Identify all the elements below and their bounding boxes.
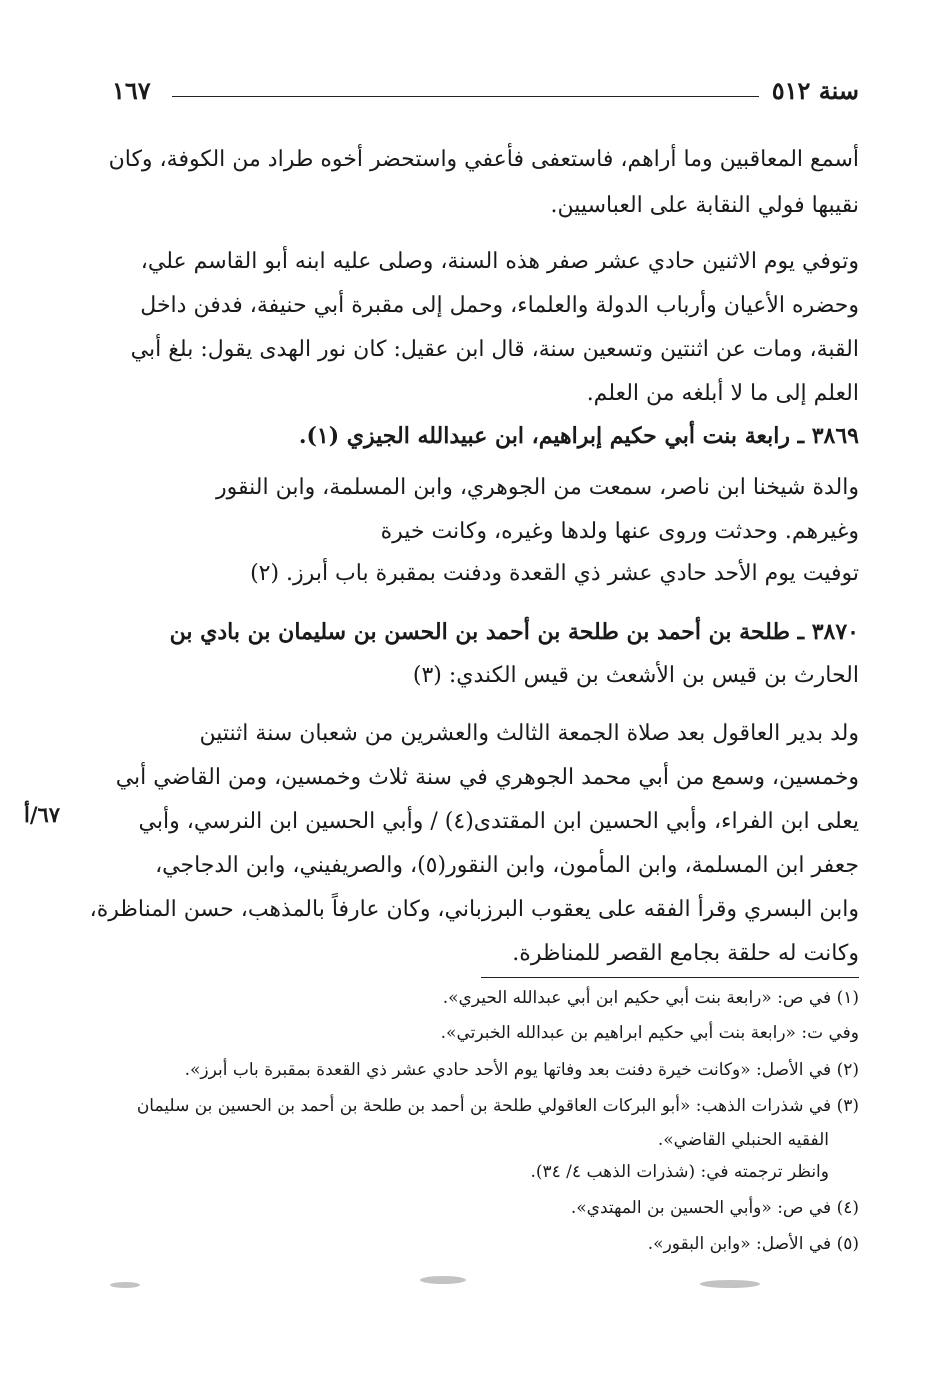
footnote: (٥) في الأصل: «وابن البقور». <box>647 1234 859 1254</box>
scan-noise <box>700 1280 760 1288</box>
footnote: وانظر ترجمته في: (شذرات الذهب ٤/ ٣٤). <box>530 1162 829 1182</box>
text-line: القبة، ومات عن اثنتين وتسعين سنة، قال ابن عقيل: كان نور الهدى يقول: بلغ أبي <box>130 337 859 362</box>
text-line: توفيت يوم الأحد حادي عشر ذي القعدة ودفنت بمقبرة باب أبرز. (٢) <box>250 561 859 586</box>
footnote: (٤) في ص: «وأبي الحسين بن المهتدي». <box>570 1198 859 1218</box>
scan-noise <box>110 1282 140 1288</box>
folio-margin-note: ٦٧/أ <box>24 802 61 827</box>
text-line: جعفر ابن المسلمة، وابن المأمون، وابن النقور(٥)، والصريفيني، وابن الدجاجي، <box>155 853 859 878</box>
text-line: يعلى ابن الفراء، وأبي الحسين ابن المقتدى(٤) / وأبي الحسين ابن النرسي، وأبي <box>138 809 859 834</box>
year-label: سنة ٥١٢ <box>771 76 859 105</box>
text-line: وغيرهم. وحدثت وروى عنها ولدها وغيره، وكانت خيرة <box>380 519 859 544</box>
entry-heading: ٣٨٧٠ ـ طلحة بن أحمد بن طلحة بن أحمد بن الحسن بن سليمان بن بادي بن <box>169 619 859 645</box>
page-number: ١٦٧ <box>112 76 151 105</box>
text-line: العلم إلى ما لا أبلغه من العلم. <box>586 381 859 406</box>
text-line: وكانت له حلقة بجامع القصر للمناظرة. <box>512 941 859 966</box>
page-header <box>112 76 859 116</box>
footnote: الفقيه الحنبلي القاضي». <box>657 1130 829 1150</box>
scan-noise <box>420 1276 466 1284</box>
text-line: وابن البسري وقرأ الفقه على يعقوب البرزباني، وكان عارفاً بالمذهب، حسن المناظرة، <box>89 897 859 922</box>
footnote: (٢) في الأصل: «وكانت خيرة دفنت بعد وفاتها يوم الأحد حادي عشر ذي القعدة بمقبرة باب أبرز». <box>184 1060 859 1080</box>
text-line: ولد بدير العاقول بعد صلاة الجمعة الثالث والعشرين من شعبان سنة اثنتين <box>199 721 859 746</box>
text-line: وحضره الأعيان وأرباب الدولة والعلماء، وحمل إلى مقبرة أبي حنيفة، فدفن داخل <box>140 293 859 318</box>
text-line: وتوفي يوم الاثنين حادي عشر صفر هذه السنة، وصلى عليه ابنه أبو القاسم علي، <box>140 249 859 274</box>
footnote: (٣) في شذرات الذهب: «أبو البركات العاقولي طلحة بن أحمد بن طلحة بن أحمد بن الحسين بن سليمان <box>136 1096 859 1116</box>
text-line: والدة شيخنا ابن ناصر، سمعت من الجوهري، وابن المسلمة، وابن النقور <box>216 475 859 500</box>
footnote: (١) في ص: «رابعة بنت أبي حكيم ابن أبي عبدالله الحيري». <box>442 988 859 1008</box>
text-line: وخمسين، وسمع من أبي محمد الجوهري في سنة ثلاث وخمسين، ومن القاضي أبي <box>115 765 859 790</box>
text-line: أسمع المعاقبين وما أراهم، فاستعفى فأعفي واستحضر أخوه طراد من الكوفة، وكان <box>108 147 859 172</box>
entry-heading: ٣٨٦٩ ـ رابعة بنت أبي حكيم إبراهيم، ابن عبيدالله الجيزي (١). <box>298 423 859 449</box>
header-rule <box>172 96 759 97</box>
footnote: وفي ت: «رابعة بنت أبي حكيم ابراهيم بن عبدالله الخبرتي». <box>440 1023 859 1043</box>
text-line: نقيبها فولي النقابة على العباسيين. <box>550 193 859 218</box>
text-line: الحارث بن قيس بن الأشعث بن قيس الكندي: (٣) <box>412 663 859 688</box>
footnote-rule <box>481 977 859 978</box>
